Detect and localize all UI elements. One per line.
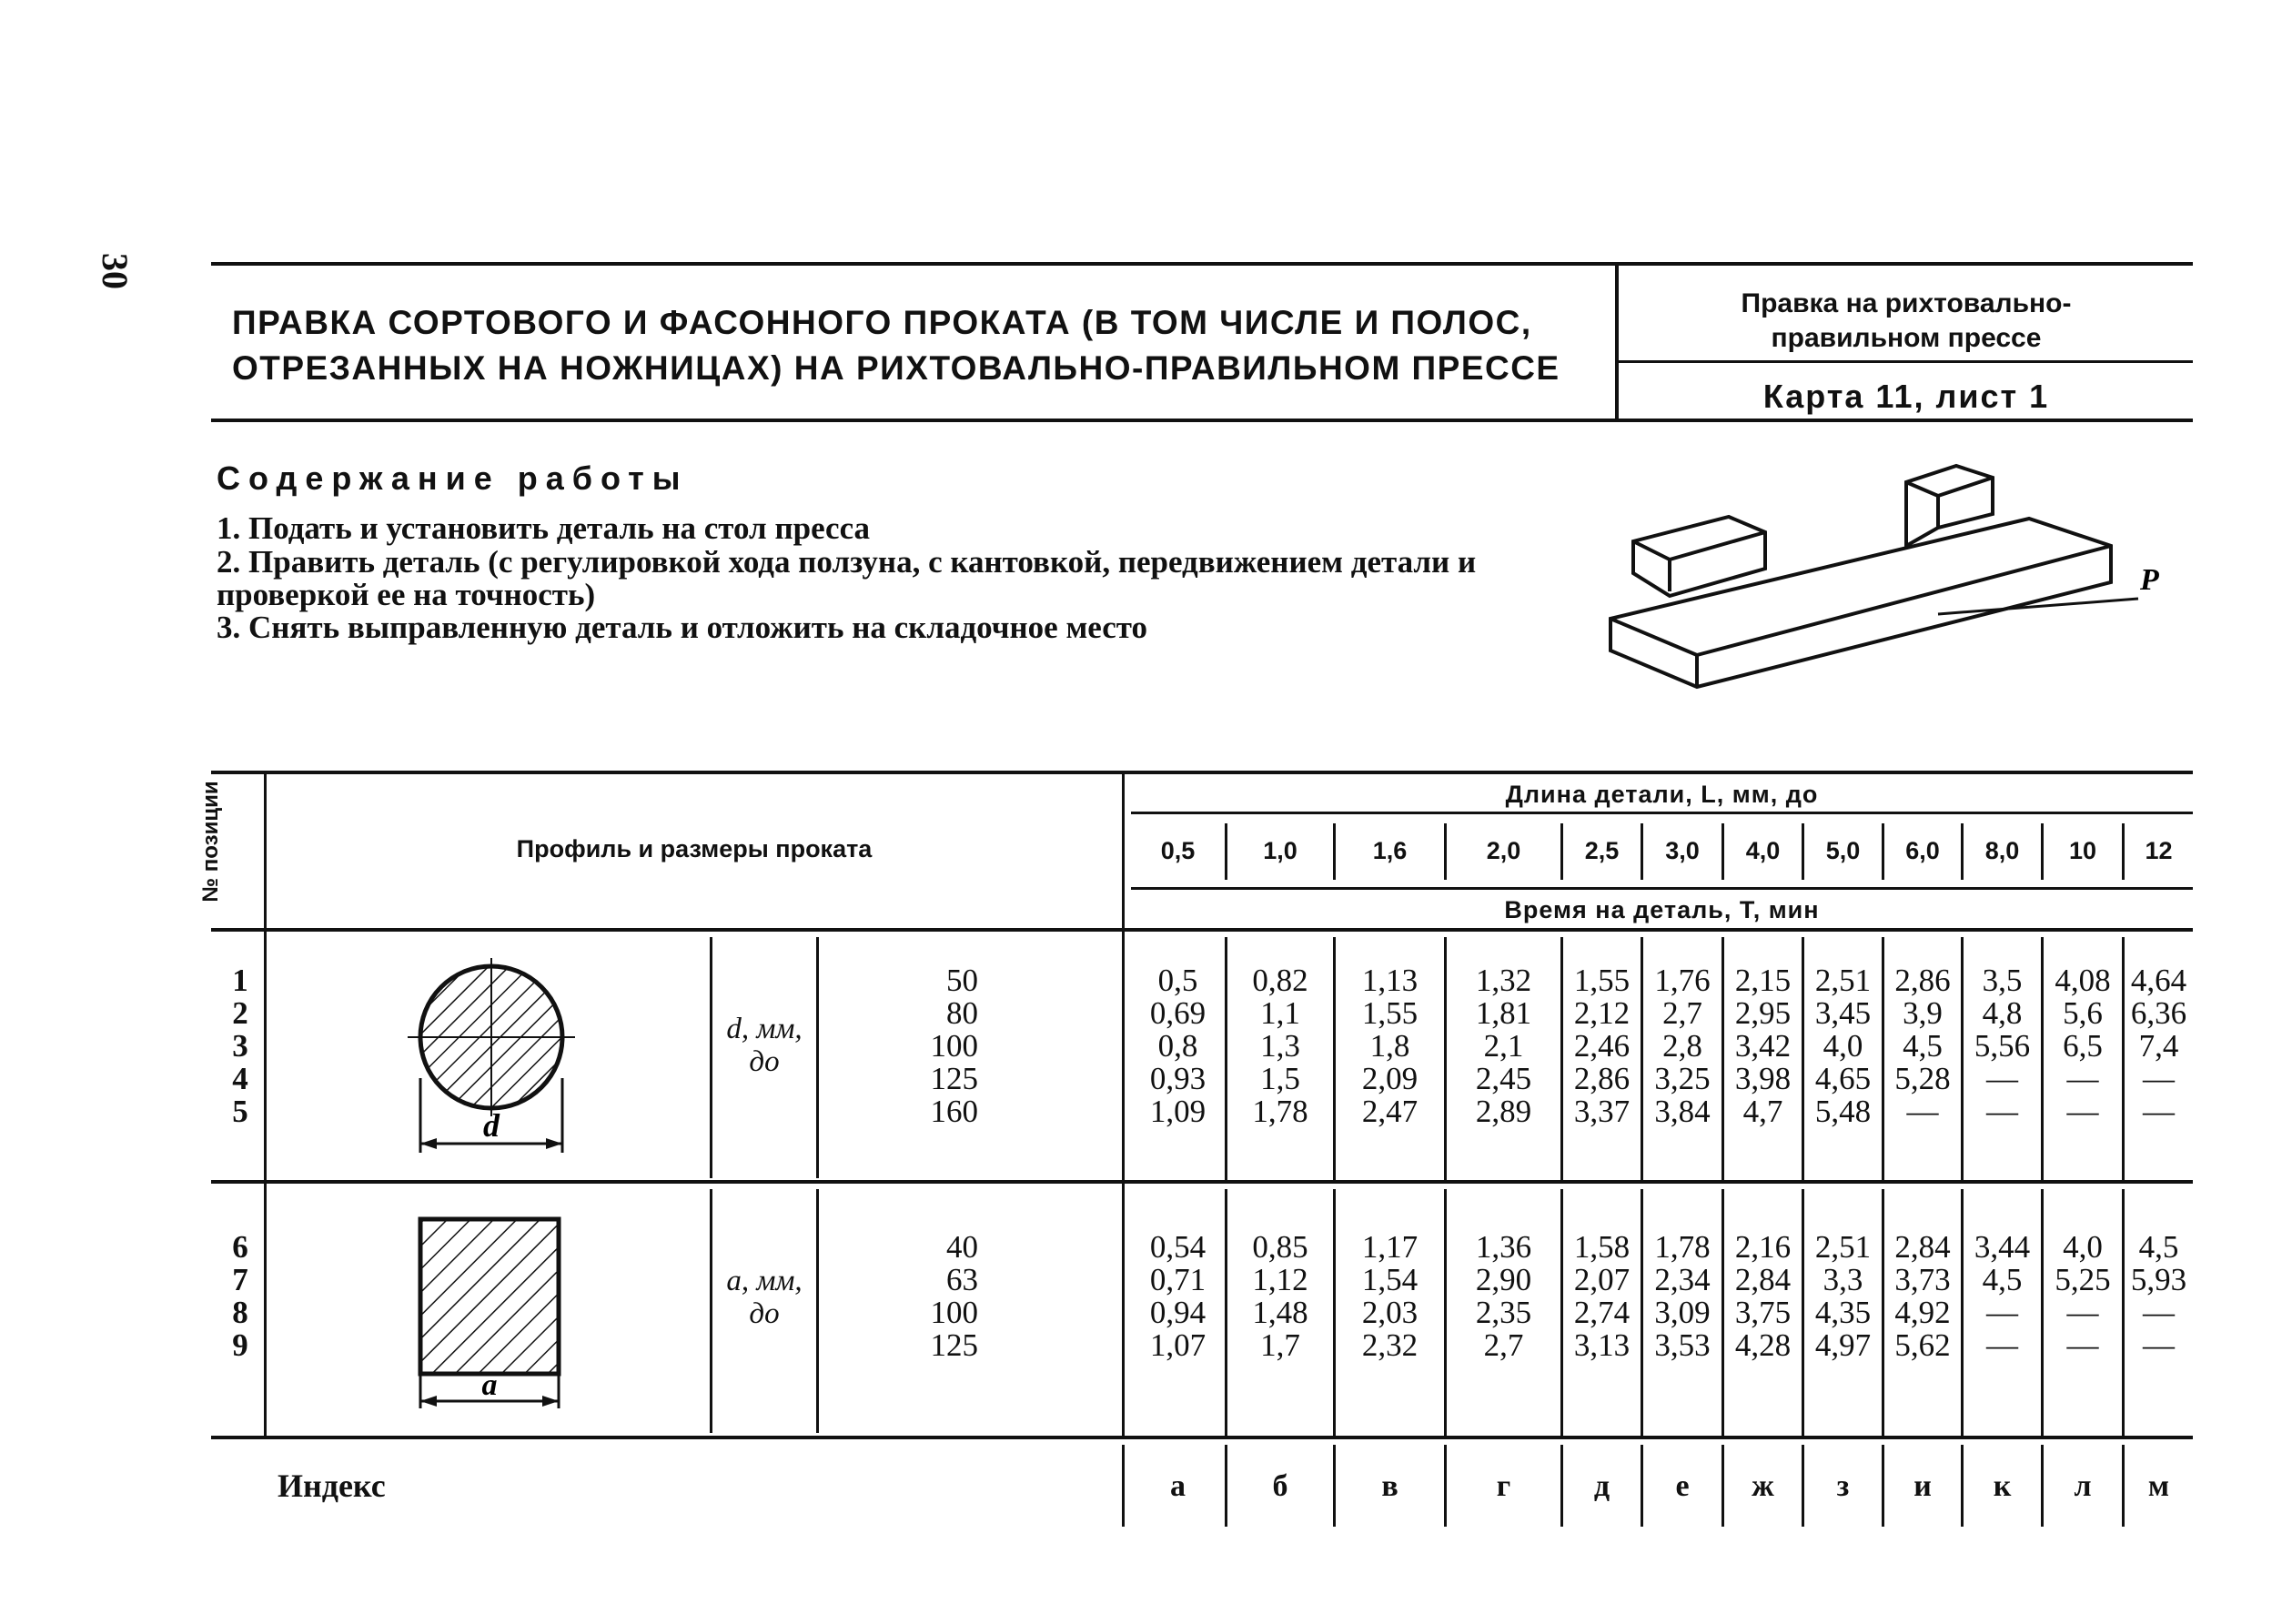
g2-col-5: 1,78 2,34 3,09 3,53 [1654, 1229, 1711, 1363]
index-10: л [2074, 1469, 2092, 1503]
header-subject: Правка на рихтовально-правильном прессе [1741, 288, 2072, 353]
g2-col-9: 3,44 4,5 — — [1974, 1229, 2031, 1363]
g1-col-6: 2,15 2,95 3,42 3,98 4,7 [1734, 963, 1792, 1129]
length-8: 6,0 [1905, 837, 1940, 864]
length-header: Длина детали, L, мм, до [1505, 781, 1819, 808]
work-content-heading: Содержание работы [217, 459, 689, 497]
g1-col-4: 1,55 2,12 2,46 2,86 3,37 [1573, 963, 1631, 1129]
position-header: № позиции [198, 781, 223, 903]
g1-col-7: 2,51 3,45 4,0 4,65 5,48 [1814, 963, 1872, 1129]
g1-col-8: 2,86 3,9 4,5 5,28 — [1894, 963, 1951, 1129]
length-7: 5,0 [1825, 837, 1861, 864]
pos-col-divider-g1 [264, 932, 267, 1180]
group2-sizes: 40 63 100 125 [930, 1229, 978, 1363]
square-profile-figure [409, 1210, 573, 1419]
dim-col-right-g1 [816, 937, 819, 1178]
g1-col-2: 1,13 1,55 1,8 2,09 2,47 [1361, 963, 1419, 1129]
index-5: е [1675, 1469, 1690, 1503]
group2-dim-label: a, мм, до [726, 1265, 803, 1330]
length-0: 0,5 [1160, 837, 1196, 864]
g1-col-9: 3,5 4,8 5,56 — — [1974, 963, 2031, 1129]
side-label: a [481, 1368, 498, 1402]
g1-col-0: 0,5 0,69 0,8 0,93 1,09 [1149, 963, 1207, 1129]
round-profile-figure [400, 951, 582, 1169]
index-0: а [1170, 1469, 1186, 1503]
press-workpiece-figure [1601, 455, 2202, 728]
g1-col-3: 1,32 1,81 2,1 2,45 2,89 [1475, 963, 1532, 1129]
index-8: и [1913, 1469, 1932, 1503]
index-4: д [1593, 1469, 1610, 1503]
index-11: м [2147, 1469, 2170, 1503]
index-3: г [1496, 1469, 1511, 1503]
header-divider [1615, 266, 1619, 419]
length-1: 1,0 [1263, 837, 1297, 864]
group2-positions: 6 7 8 9 [232, 1229, 248, 1363]
length-2: 1,6 [1372, 837, 1408, 864]
step-2: 2. Править деталь (с регулировкой хода ползуна, с кантовкой, передвижением детали и проверкой ее на точность) [217, 544, 1477, 612]
index-label: Индекс [278, 1468, 386, 1504]
time-header-rule [1131, 887, 2193, 890]
length-6: 4,0 [1745, 837, 1781, 864]
table-top-rule [211, 771, 2193, 774]
length-11: 12 [2145, 837, 2173, 864]
length-10: 10 [2068, 837, 2097, 864]
group1-sizes: 50 80 100 125 160 [930, 963, 978, 1129]
group-separator-rule [211, 1180, 2193, 1184]
header-top-rule [211, 262, 2193, 266]
length-5: 3,0 [1665, 837, 1700, 864]
g2-col-8: 2,84 3,73 4,92 5,62 [1894, 1229, 1951, 1363]
g2-col-6: 2,16 2,84 3,75 4,28 [1734, 1229, 1792, 1363]
step-3: 3. Снять выправленную деталь и отложить на складочное место [217, 610, 1148, 645]
page-title: ПРАВКА СОРТОВОГО И ФАСОННОГО ПРОКАТА (В ТОМ ЧИСЛЕ И ПОЛОС, ОТРЕЗАННЫХ НА НОЖНИЦАХ) НА РИХТОВАЛЬНО-ПРАВИЛЬНОМ ПРЕССЕ [232, 304, 1560, 387]
g1-col-5: 1,76 2,7 2,8 3,25 3,84 [1654, 963, 1711, 1129]
length-3: 2,0 [1486, 837, 1521, 864]
diameter-label: d [483, 1107, 500, 1144]
page-number: 30 [95, 253, 136, 289]
g1-col-1: 0,82 1,1 1,3 1,5 1,78 [1252, 963, 1308, 1129]
g1-col-11: 4,64 6,36 7,4 — — [2130, 963, 2187, 1129]
profile-col-divider-2 [1122, 1184, 1125, 1436]
length-9: 8,0 [1984, 837, 2020, 864]
header-bottom-rule [211, 419, 2193, 422]
index-2: в [1381, 1469, 1398, 1503]
length-header-rule [1131, 812, 2193, 814]
g2-col-11: 4,5 5,93 — — [2130, 1229, 2187, 1363]
profile-header: Профиль и размеры проката [516, 835, 873, 862]
group1-dim-label: d, мм, до [726, 1013, 803, 1078]
g2-col-1: 0,85 1,12 1,48 1,7 [1252, 1229, 1308, 1363]
group1-positions: 1 2 3 4 5 [232, 963, 248, 1129]
header-right-rule [1619, 360, 2193, 363]
index-7: з [1836, 1469, 1850, 1503]
table-header-bottom-rule [211, 928, 2193, 932]
g2-col-7: 2,51 3,3 4,35 4,97 [1814, 1229, 1872, 1363]
time-header: Время на деталь, Т, мин [1504, 896, 1820, 923]
index-1: б [1272, 1469, 1288, 1503]
g2-col-10: 4,0 5,25 — — [2055, 1229, 2111, 1363]
profile-col-divider [1122, 774, 1125, 1184]
g2-col-4: 1,58 2,07 2,74 3,13 [1573, 1229, 1631, 1363]
g2-col-0: 0,54 0,71 0,94 1,07 [1149, 1229, 1207, 1363]
index-9: к [1993, 1469, 2012, 1503]
pos-col-divider-g2 [264, 1184, 267, 1436]
g2-col-2: 1,17 1,54 2,03 2,32 [1361, 1229, 1419, 1363]
index-rule [211, 1436, 2193, 1439]
index-6: ж [1752, 1469, 1774, 1503]
g2-col-3: 1,36 2,90 2,35 2,7 [1475, 1229, 1532, 1363]
idx-div-0 [1122, 1445, 1125, 1527]
g1-col-10: 4,08 5,6 6,5 — — [2055, 963, 2111, 1129]
card-number: Карта 11, лист 1 [1762, 378, 2050, 415]
dim-col-right-g2 [816, 1189, 819, 1433]
step-1: 1. Подать и установить деталь на стол пресса [217, 510, 871, 546]
length-4: 2,5 [1584, 837, 1620, 864]
force-label: P [2140, 563, 2159, 597]
